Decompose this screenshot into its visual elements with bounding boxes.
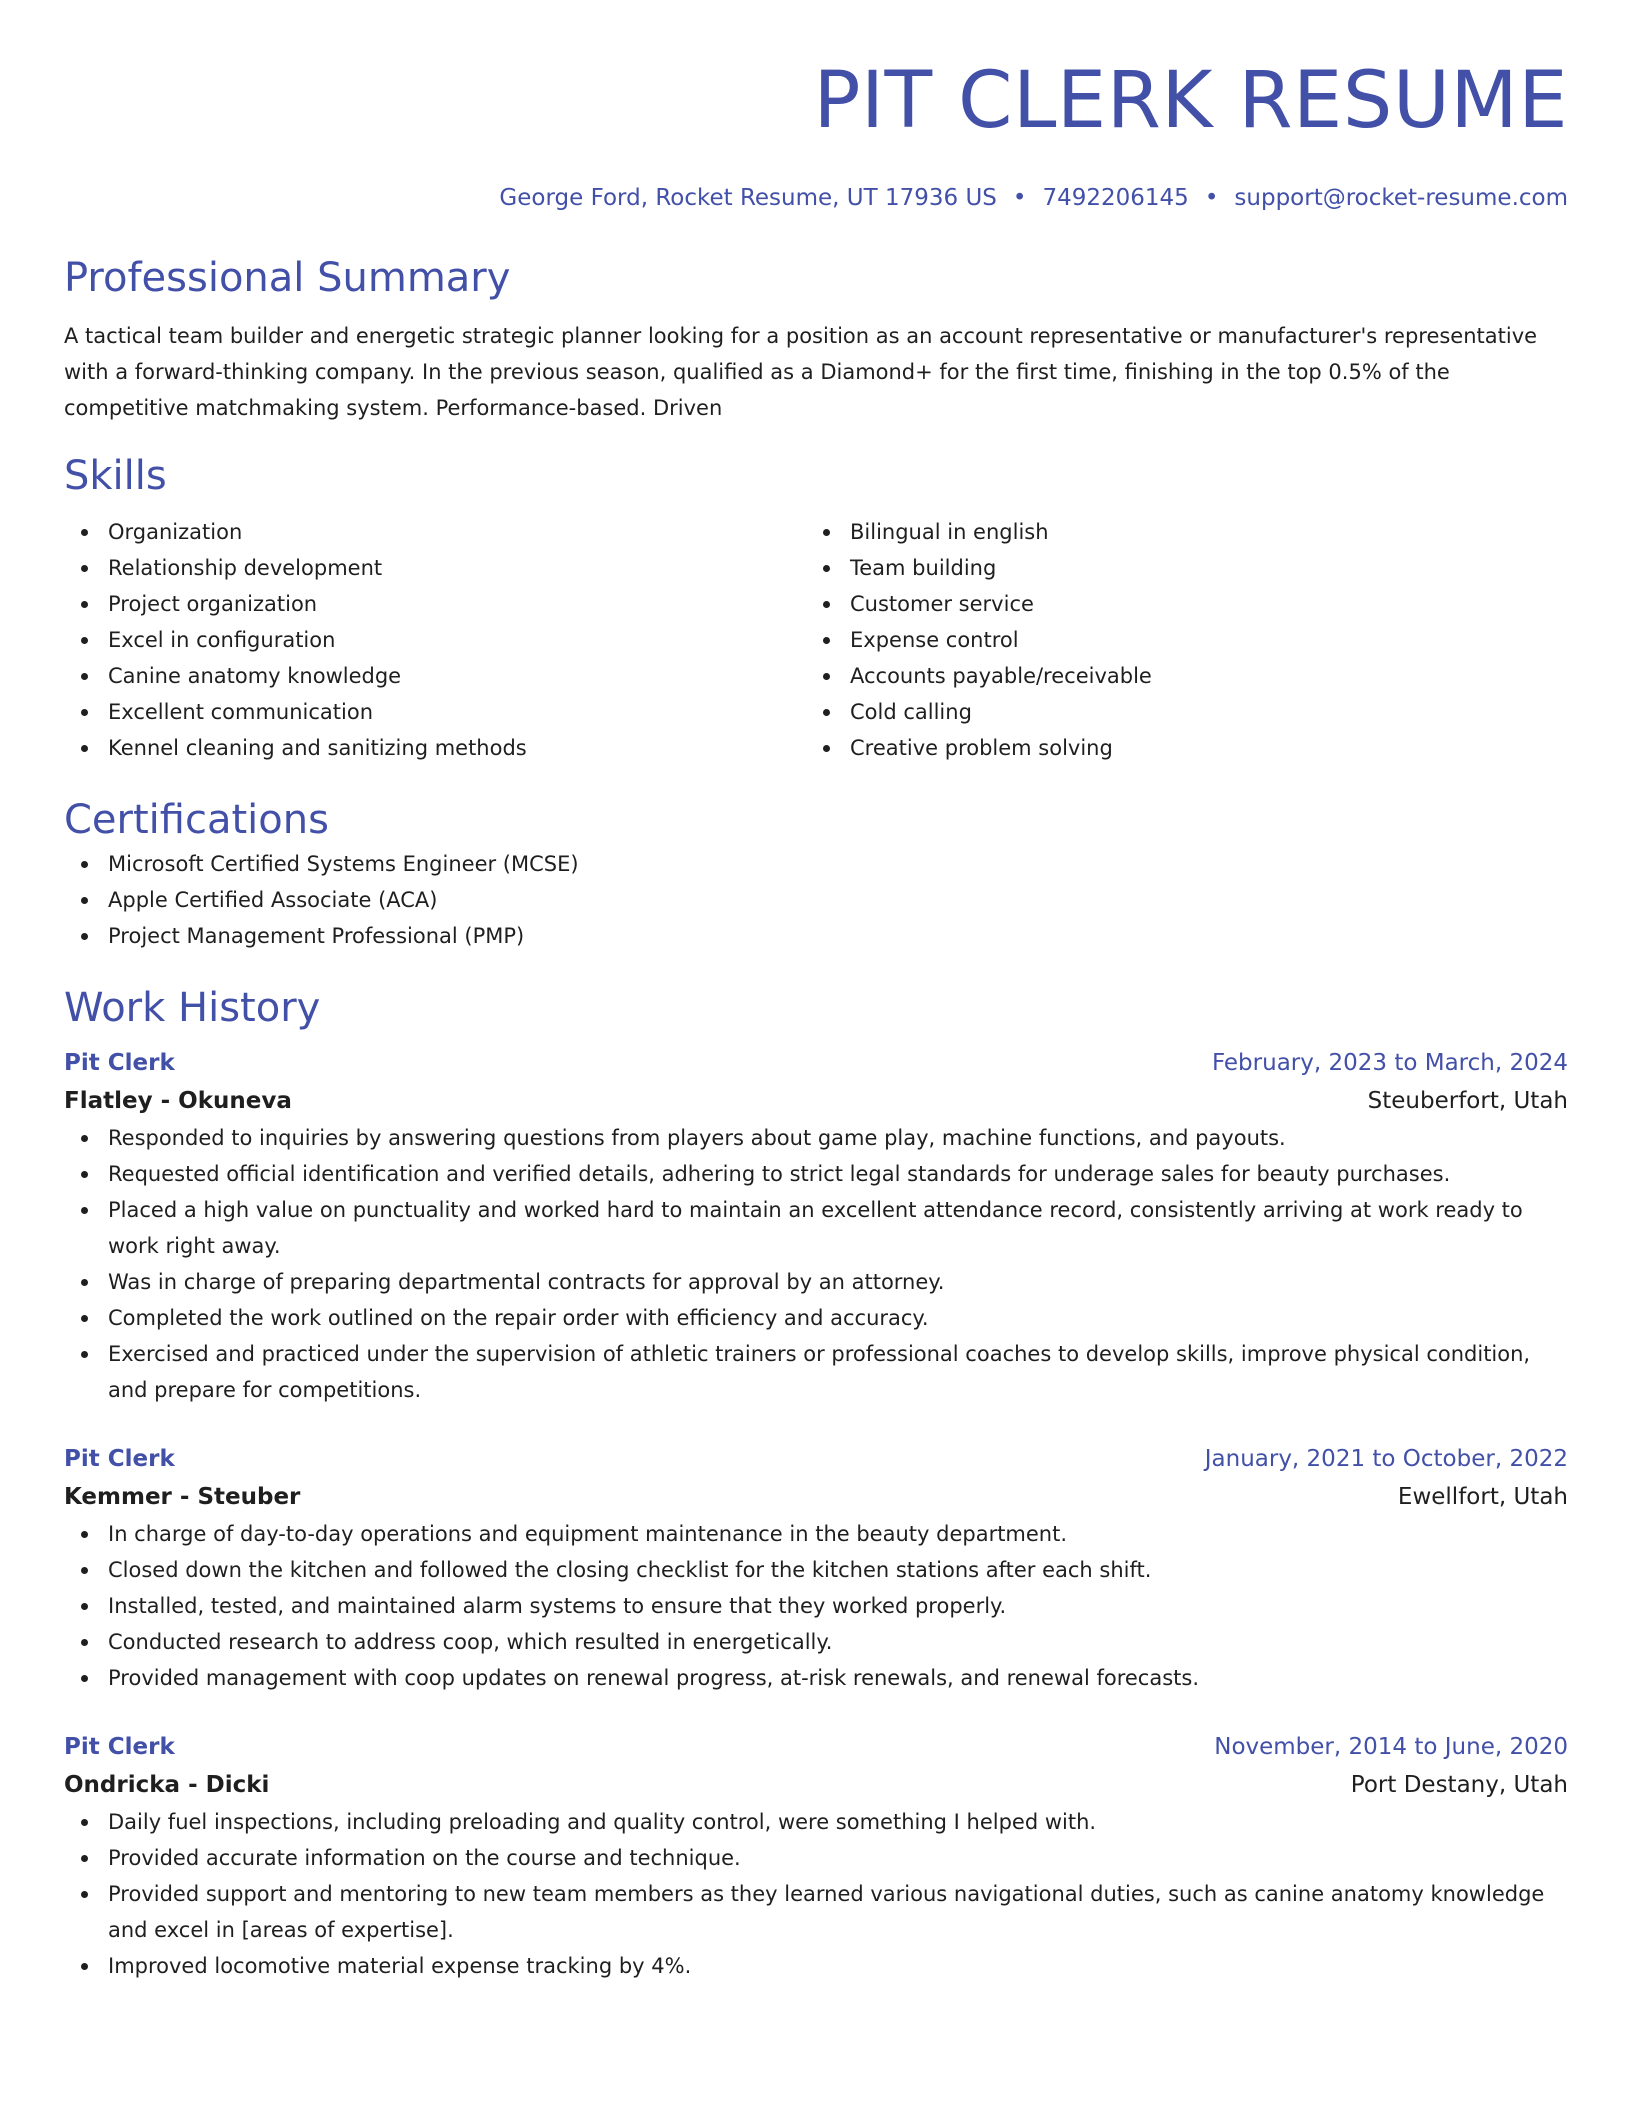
job-duty: In charge of day-to-day operations and equipment maintenance in the beauty department. bbox=[64, 1516, 1568, 1552]
certifications-list bbox=[64, 846, 1568, 954]
job-duty: Responded to inquiries by answering questions from players about game play, machine functions, and payouts. bbox=[64, 1120, 1568, 1156]
job-company-row bbox=[64, 1082, 1568, 1120]
job-company: Ondricka - Dicki bbox=[64, 1772, 270, 1798]
skill-item: Organization bbox=[64, 514, 806, 550]
job-company: Kemmer - Steuber bbox=[64, 1484, 301, 1510]
skill-item: Excel in configuration bbox=[64, 622, 806, 658]
job-duty: Was in charge of preparing departmental contracts for approval by an attorney. bbox=[64, 1264, 1568, 1300]
job-duty: Closed down the kitchen and followed the closing checklist for the kitchen stations after each shift. bbox=[64, 1552, 1568, 1588]
skill-item: Kennel cleaning and sanitizing methods bbox=[64, 730, 806, 766]
job-dates: February, 2023 to March, 2024 bbox=[1211, 1050, 1568, 1076]
job-dates: January, 2021 to October, 2022 bbox=[1204, 1446, 1568, 1472]
resume-page bbox=[64, 0, 1568, 1984]
job-duty: Improved locomotive material expense tracking by 4%. bbox=[64, 1948, 1568, 1984]
skills-grid bbox=[64, 514, 1568, 766]
skill-item: Bilingual in english bbox=[806, 514, 1548, 550]
contact-address: George Ford, Rocket Resume, UT 17936 US bbox=[499, 185, 997, 211]
skills-column-left bbox=[64, 514, 806, 766]
skills-column-right bbox=[806, 514, 1548, 766]
job-duty: Placed a high value on punctuality and worked hard to maintain an excellent attendance record, consistently arriving at work ready to work right away. bbox=[64, 1192, 1568, 1264]
job-entry bbox=[64, 1728, 1568, 1984]
certification-item: Project Management Professional (PMP) bbox=[64, 918, 1568, 954]
contact-separator: • bbox=[1012, 185, 1027, 211]
certification-item: Microsoft Certified Systems Engineer (MCSE) bbox=[64, 846, 1568, 882]
job-company-row bbox=[64, 1766, 1568, 1804]
job-duty: Provided support and mentoring to new team members as they learned various navigational duties, such as canine anatomy knowledge and excel in [areas of expertise]. bbox=[64, 1876, 1568, 1948]
certification-item: Apple Certified Associate (ACA) bbox=[64, 882, 1568, 918]
page-title: PIT CLERK RESUME bbox=[813, 56, 1568, 146]
contact-email: support@rocket-resume.com bbox=[1234, 185, 1568, 211]
skill-item: Excellent communication bbox=[64, 694, 806, 730]
job-duty: Conducted research to address coop, which resulted in energetically. bbox=[64, 1624, 1568, 1660]
skill-item: Creative problem solving bbox=[806, 730, 1548, 766]
job-title: Pit Clerk bbox=[64, 1446, 175, 1472]
skill-item: Customer service bbox=[806, 586, 1548, 622]
skills-list-right bbox=[806, 514, 1548, 766]
job-title-row bbox=[64, 1728, 1568, 1766]
job-duties-list bbox=[64, 1804, 1568, 1984]
job-entry bbox=[64, 1440, 1568, 1696]
skill-item: Canine anatomy knowledge bbox=[64, 658, 806, 694]
contact-separator: • bbox=[1204, 185, 1219, 211]
job-duty: Provided management with coop updates on renewal progress, at-risk renewals, and renewal forecasts. bbox=[64, 1660, 1568, 1696]
job-location: Steuberfort, Utah bbox=[1367, 1088, 1568, 1114]
summary-text: A tactical team builder and energetic strategic planner looking for a position as an account representative or manufacturer's representative with a forward-thinking company. In the previous season, qualified as a Diamond+ for the first time, finishing in the top 0.5% of the competitive matchmaking system. Performance-based. Driven bbox=[64, 324, 1538, 420]
contact-line bbox=[64, 182, 1568, 214]
job-duty: Installed, tested, and maintained alarm systems to ensure that they worked properly. bbox=[64, 1588, 1568, 1624]
job-company: Flatley - Okuneva bbox=[64, 1088, 292, 1114]
job-duties-list bbox=[64, 1516, 1568, 1696]
work-history-heading: Work History bbox=[64, 985, 321, 1031]
job-duties-list bbox=[64, 1120, 1568, 1408]
skill-item: Project organization bbox=[64, 586, 806, 622]
skill-item: Relationship development bbox=[64, 550, 806, 586]
skill-item: Cold calling bbox=[806, 694, 1548, 730]
job-location: Port Destany, Utah bbox=[1350, 1772, 1568, 1798]
job-title: Pit Clerk bbox=[64, 1734, 175, 1760]
skills-list-left bbox=[64, 514, 806, 766]
summary-heading: Professional Summary bbox=[64, 255, 511, 301]
job-company-row bbox=[64, 1478, 1568, 1516]
job-duty: Exercised and practiced under the supervision of athletic trainers or professional coaches to develop skills, improve physical condition, and prepare for competitions. bbox=[64, 1336, 1568, 1408]
job-duty: Provided accurate information on the course and technique. bbox=[64, 1840, 1568, 1876]
job-title-row bbox=[64, 1440, 1568, 1478]
skill-item: Accounts payable/receivable bbox=[806, 658, 1548, 694]
certifications-heading: Certifications bbox=[64, 797, 329, 843]
job-title: Pit Clerk bbox=[64, 1050, 175, 1076]
contact-phone: 7492206145 bbox=[1042, 185, 1189, 211]
skill-item: Expense control bbox=[806, 622, 1548, 658]
skills-heading: Skills bbox=[64, 453, 167, 499]
job-dates: November, 2014 to June, 2020 bbox=[1214, 1734, 1568, 1760]
job-duty: Completed the work outlined on the repair order with efficiency and accuracy. bbox=[64, 1300, 1568, 1336]
skill-item: Team building bbox=[806, 550, 1548, 586]
job-entry bbox=[64, 1044, 1568, 1408]
job-duty: Requested official identification and verified details, adhering to strict legal standards for underage sales for beauty purchases. bbox=[64, 1156, 1568, 1192]
job-duty: Daily fuel inspections, including preloading and quality control, were something I helped with. bbox=[64, 1804, 1568, 1840]
job-location: Ewellfort, Utah bbox=[1397, 1484, 1568, 1510]
job-title-row bbox=[64, 1044, 1568, 1082]
